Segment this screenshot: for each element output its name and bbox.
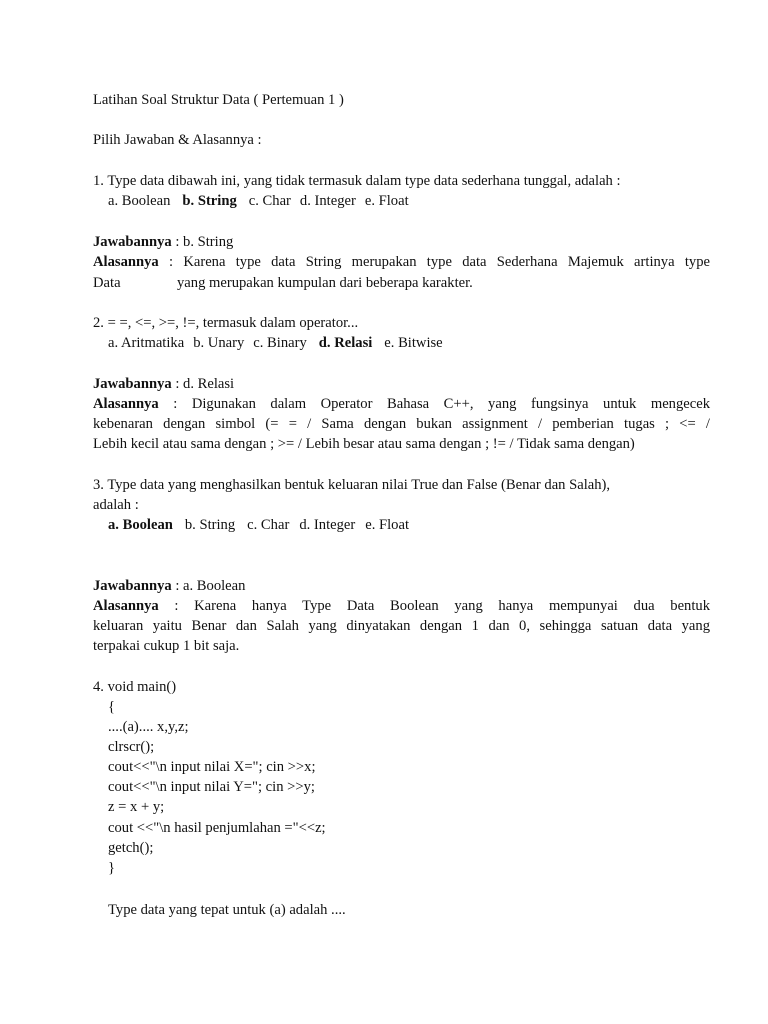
q1-reason-line-2 [93, 273, 473, 293]
q1-question: 1. Type data dibawah ini, yang tidak termasuk dalam type data sederhana tunggal, adalah : [93, 173, 621, 189]
code-line: cout<<"\n input nilai X="; cin >>x; [108, 759, 316, 775]
q1-option-c: c. Char [248, 193, 291, 209]
q2-answer-value: : d. Relasi [171, 376, 235, 392]
code-line: ....(a).... x,y,z; [108, 719, 189, 735]
code-line: clrscr(); [108, 739, 155, 755]
code-line: z = x + y; [108, 799, 165, 815]
code-line: cout <<"\n hasil penjumlahan ="<<z; [108, 820, 326, 836]
q3-reason-line-2: keluaran yaitu Benar dan Salah yang dinyatakan dengan 1 dan 0, sehingga satuan data yang [93, 618, 710, 634]
reason-label: Alasannya [93, 598, 159, 614]
q3-option-c: c. Char [247, 517, 290, 533]
q2-option-b: b. Unary [193, 335, 245, 351]
q1-reason-text-1: : Karena type data String merupakan type data Sederhana Majemuk artinya type [158, 254, 710, 270]
q3-reason-line-3: terpakai cukup 1 bit saja. [93, 638, 240, 654]
q3-option-e: e. Float [365, 517, 410, 533]
q2-question: 2. = =, <=, >=, !=, termasuk dalam operator... [93, 315, 359, 331]
q2-option-d-selected: d. Relasi [318, 335, 373, 351]
instruction-text: Pilih Jawaban & Alasannya : [93, 132, 262, 148]
q3-question-line-2: adalah : [93, 497, 139, 513]
reason-label: Alasannya [93, 396, 159, 412]
q1-reason-word: Data [93, 275, 121, 291]
code-line: { [108, 699, 116, 715]
q2-option-e: e. Bitwise [384, 335, 443, 351]
q3-option-b: b. String [184, 517, 236, 533]
q3-options [108, 515, 409, 535]
q2-reason-line-3: Lebih kecil atau sama dengan ; >= / Lebih besar atau sama dengan ; != / Tidak sama dengan) [93, 436, 635, 452]
code-line: getch(); [108, 840, 154, 856]
q1-option-d: d. Integer [299, 193, 356, 209]
code-line: cout<<"\n input nilai Y="; cin >>y; [108, 779, 315, 795]
q2-options [108, 333, 443, 353]
q1-option-b-selected: b. String [182, 193, 237, 209]
q4-heading: 4. void main() [93, 679, 177, 695]
code-line: } [108, 860, 116, 876]
q2-reason-line-2: kebenaran dengan simbol (= = / Sama dengan bukan assignment / pemberian tugas ; <= / [93, 416, 710, 432]
q1-reason-text-2: yang merupakan kumpulan dari beberapa karakter. [177, 275, 473, 291]
q2-option-c: c. Binary [253, 335, 307, 351]
q2-answer [93, 374, 234, 394]
q1-option-a: a. Boolean [108, 193, 171, 209]
q1-answer-value: : b. String [171, 234, 234, 250]
q3-question-line-1: 3. Type data yang menghasilkan bentuk keluaran nilai True dan False (Benar dan Salah), [93, 477, 611, 493]
q2-option-a: a. Aritmatika [108, 335, 185, 351]
reason-label: Alasannya [93, 254, 159, 270]
q3-answer-value: : a. Boolean [171, 578, 246, 594]
q2-reason-text-1: : Digunakan dalam Operator Bahasa C++, yang fungsinya untuk mengecek [158, 396, 710, 412]
q1-options [108, 191, 409, 211]
q3-reason-text-1: : Karena hanya Type Data Boolean yang hanya mempunyai dua bentuk [158, 598, 710, 614]
q3-reason-line-1 [93, 596, 710, 616]
q3-answer [93, 576, 245, 596]
q1-reason-line-1 [93, 252, 710, 272]
answer-label: Jawabannya [93, 234, 172, 250]
q2-reason-line-1 [93, 394, 710, 414]
q4-question: Type data yang tepat untuk (a) adalah .... [108, 902, 346, 918]
answer-label: Jawabannya [93, 376, 172, 392]
q3-option-a-selected: a. Boolean [108, 517, 173, 533]
q1-option-e: e. Float [364, 193, 409, 209]
page-title: Latihan Soal Struktur Data ( Pertemuan 1 ) [93, 92, 344, 108]
answer-label: Jawabannya [93, 578, 172, 594]
q3-option-d: d. Integer [299, 517, 356, 533]
q1-answer [93, 232, 233, 252]
